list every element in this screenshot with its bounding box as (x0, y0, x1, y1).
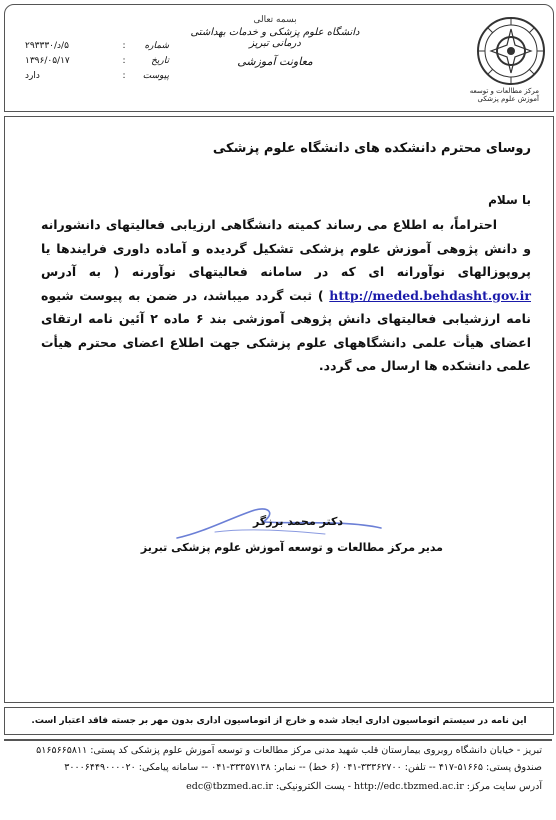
letter-paragraph (41, 213, 531, 378)
meta-attachment: پیوست : دارد (19, 69, 169, 84)
automation-notice: این نامه در سیستم اتوماسیون اداری ایجاد شده و خارج از اتوماسیون اداری بدون مهر بر جسته فاقد اعتبار است. (4, 707, 554, 735)
deputy-name: معاونت آموزشی (237, 55, 313, 68)
signer-name: دکتر محمد برزگر (252, 515, 343, 528)
meta-label: پیوست (142, 71, 169, 81)
site-link[interactable]: http://edc.tbzmed.ac.ir (354, 781, 464, 792)
meta-value: دارد (25, 71, 40, 81)
letter-header (4, 4, 554, 112)
footer-web (14, 781, 542, 792)
meded-link[interactable]: http://meded.behdasht.gov.ir (329, 287, 531, 303)
email-label: - پست الکترونیکی: (275, 781, 352, 792)
site-label: آدرس سایت مرکز: (466, 781, 542, 792)
paragraph-part1: احتراماً، به اطلاع می رساند کمیته دانشگاهی ارزیابی فعالیتهای دانشورانه و دانش پژوهی آموزش علوم پزشکی تشکیل گردیده و آماده داوری فرایندها یا پروپوزالهای نوآورانه ای که در سامانه فعالیتهای نوآورنه ( به آدرس (41, 217, 531, 279)
meta-label: شماره (144, 41, 169, 51)
paragraph-part2: ) ثبت گردد میباشد، در ضمن به پیوست شیوه نامه ارزشیابی فعالیتهای دانش پژوهی آموزشی بند ۶ ماده ۲ آئین نامه ارتقای اعضای هیأت علمی دانشگاههای علوم پزشکی جهت اطلاع اعضای محترم هیأت علمی دانشکده ها ارسال می گردد. (41, 287, 531, 373)
salutation: با سلام (488, 193, 531, 207)
email-link[interactable]: edc@tbzmed.ac.ir (186, 781, 273, 792)
meta-label: تاریخ (151, 56, 169, 66)
footer-address: تبریز - خیابان دانشگاه روبروی بیمارستان قلب شهید مدنی مرکز مطالعات و توسعه آموزش علوم پزشکی کد پستی: ۵۱۶۵۶۶۵۸۱۱ (36, 745, 542, 756)
emblem-caption: مرکز مطالعات و توسعه آموزش علوم پزشکی (469, 87, 539, 103)
letter-meta (19, 39, 169, 84)
letter-body (4, 116, 554, 703)
university-emblem-icon (475, 15, 547, 87)
signer-title: مدیر مرکز مطالعات و توسعه آموزش علوم پزشکی تبریز (140, 541, 443, 554)
footer-contacts: صندوق پستی: ۵۱۶۶۵-۴۱۷ -- تلفن: ۳۳۳۶۲۷۰۰-۰۴۱ (۶ خط) -- نمابر: ۳۳۳۵۷۱۳۸-۰۴۱ -- سامانه پیامکی: ۳۰۰۰۶۴۴۹۰۰۰۰۲۰ (64, 762, 542, 773)
university-name: دانشگاه علوم پزشکی و خدمات بهداشتی درمانی تبریز (190, 27, 360, 49)
meta-date: تاریخ : ۱۳۹۶/۰۵/۱۷ (19, 54, 169, 69)
addressee: روسای محترم دانشکده های دانشگاه علوم پزشکی (212, 141, 531, 156)
basmala: بسمه تعالی (253, 15, 297, 25)
meta-value: ۱۳۹۶/۰۵/۱۷ (25, 56, 70, 66)
meta-value: ۵/د/۲۹۳۳۳۰ (25, 41, 69, 51)
letterhead-center (175, 15, 375, 68)
letter-footer (4, 739, 552, 818)
meta-number: شماره : ۵/د/۲۹۳۳۳۰ (19, 39, 169, 54)
